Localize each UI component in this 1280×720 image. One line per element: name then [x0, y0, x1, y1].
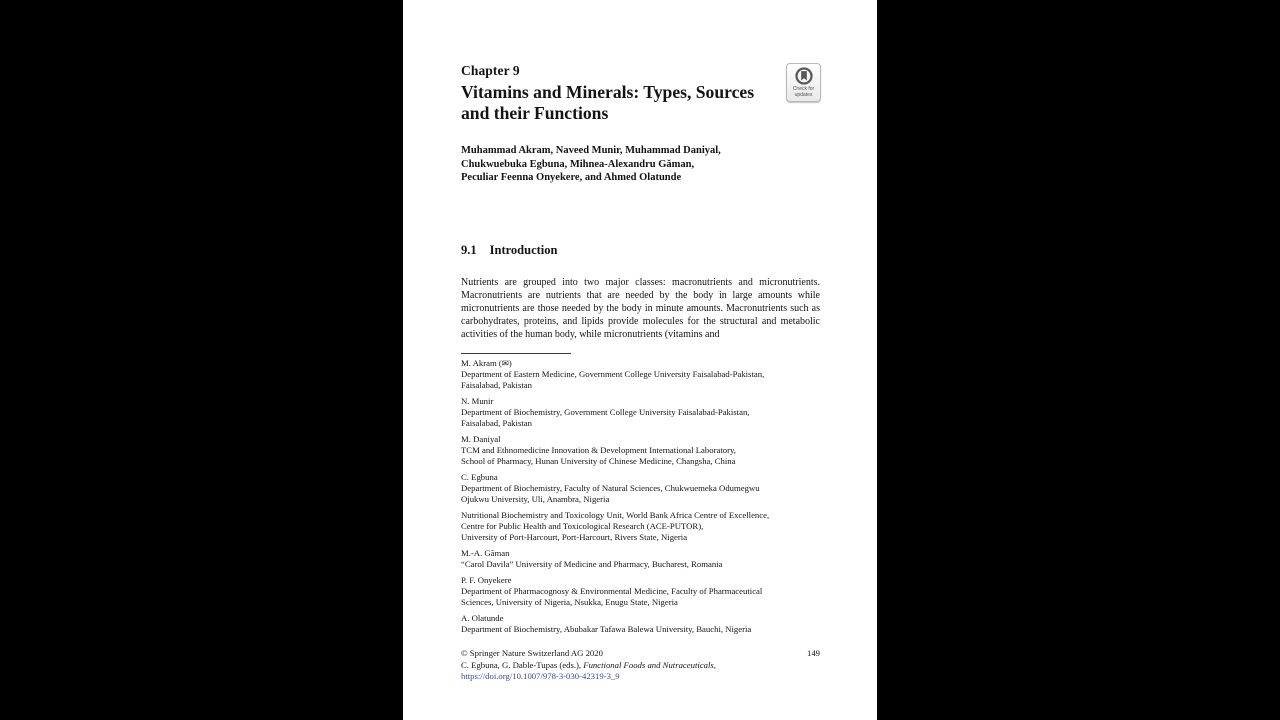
editors-line: C. Egbuna, G. Dable-Tupas (eds.), Functional Foods and Nutraceuticals, [461, 659, 716, 670]
check-for-updates-badge[interactable] [786, 63, 821, 102]
affiliation-group: C. Egbuna Department of Biochemistry, Faculty of Natural Sciences, Chukwuemeka Odumegwu Ojukwu University, Uli, Anambra, Nigeria [461, 472, 820, 505]
footnote-separator-rule [461, 353, 571, 354]
affiliation-group: P. F. Onyekere Department of Pharmacognosy & Environmental Medicine, Faculty of Pharmaceutical Sciences, University of Nigeria, Nsukka, Enugu State, Nigeria [461, 575, 820, 608]
affiliation-author: C. Egbuna [461, 472, 498, 482]
book-title: Functional Foods and Nutraceuticals, [583, 659, 716, 670]
doi-link[interactable]: https://doi.org/10.1007/978-3-030-42319-3_9 [461, 671, 620, 681]
affiliation-author: P. F. Onyekere [461, 575, 512, 585]
affiliation-group: M. Daniyal TCM and Ethnomedicine Innovation & Development International Laboratory, School of Pharmacy, Hunan University of Chinese Medicine, Changsha, China [461, 434, 820, 467]
affiliation-author: M. Akram (✉) [461, 358, 512, 368]
chapter-title-line-2: and their Functions [461, 103, 609, 123]
copyright-line: © Springer Nature Switzerland AG 2020 [461, 648, 603, 658]
affiliation-group: Nutritional Biochemistry and Toxicology Unit, World Bank Africa Centre of Excellence, Centre for Public Health and Toxicological Research (ACE-PUTOR), University of Port-Harcourt, Port-Harcourt, Rivers State, Nigeria [461, 510, 770, 542]
affiliation-author: N. Munir [461, 396, 494, 406]
affiliation-group: N. Munir Department of Biochemistry, Government College University Faisalabad-Pakistan, Faisalabad, Pakistan [461, 396, 820, 429]
author-line-2: Chukwuebuka Egbuna, Mihnea-Alexandru Găman, [461, 158, 695, 170]
author-list [461, 144, 820, 185]
document-page [403, 0, 877, 720]
imprint-footer [461, 648, 820, 683]
author-line-1: Muhammad Akram, Naveed Munir, Muhammad Daniyal, [461, 145, 721, 156]
section-title: Introduction [489, 243, 558, 257]
affiliation-author: M. Daniyal [461, 434, 501, 444]
body-paragraph: Nutrients are grouped into two major classes: macronutrients and micronutrients. Macronutrients are nutrients that are needed by the body in large amounts while micronutrients are those needed by the body in minute amounts. Macronutrients such as carbohydrates, proteins, and lipids provide molecules for the structural and metabolic activities of the human body, while micronutrients (vitamins and [461, 277, 820, 340]
author-affiliations [461, 358, 820, 640]
chapter-label: Chapter 9 [461, 63, 520, 78]
page-number: 149 [806, 648, 820, 658]
affiliation-author: A. Olatunde [461, 613, 504, 623]
affiliation-group: M. Akram (✉) Department of Eastern Medicine, Government College University Faisalabad-Pakistan, Faisalabad, Pakistan [461, 358, 820, 391]
section-number: 9.1 [461, 243, 477, 257]
author-line-3: Peculiar Feenna Onyekere, and Ahmed Olatunde [461, 172, 682, 183]
chapter-title [461, 82, 820, 124]
section-heading [461, 243, 820, 258]
affiliation-author: M.-A. Găman [461, 548, 510, 558]
affiliation-group: A. Olatunde Department of Biochemistry, Abubakar Tafawa Balewa University, Bauchi, Nigeria [461, 613, 820, 635]
envelope-icon: (✉) [498, 358, 512, 368]
crossmark-icon [795, 67, 813, 86]
badge-label: Check for updates [792, 86, 815, 98]
affiliation-group: M.-A. Găman “Carol Davila” University of Medicine and Pharmacy, Bucharest, Romania [461, 548, 820, 570]
chapter-title-line-1: Vitamins and Minerals: Types, Sources [461, 82, 755, 102]
